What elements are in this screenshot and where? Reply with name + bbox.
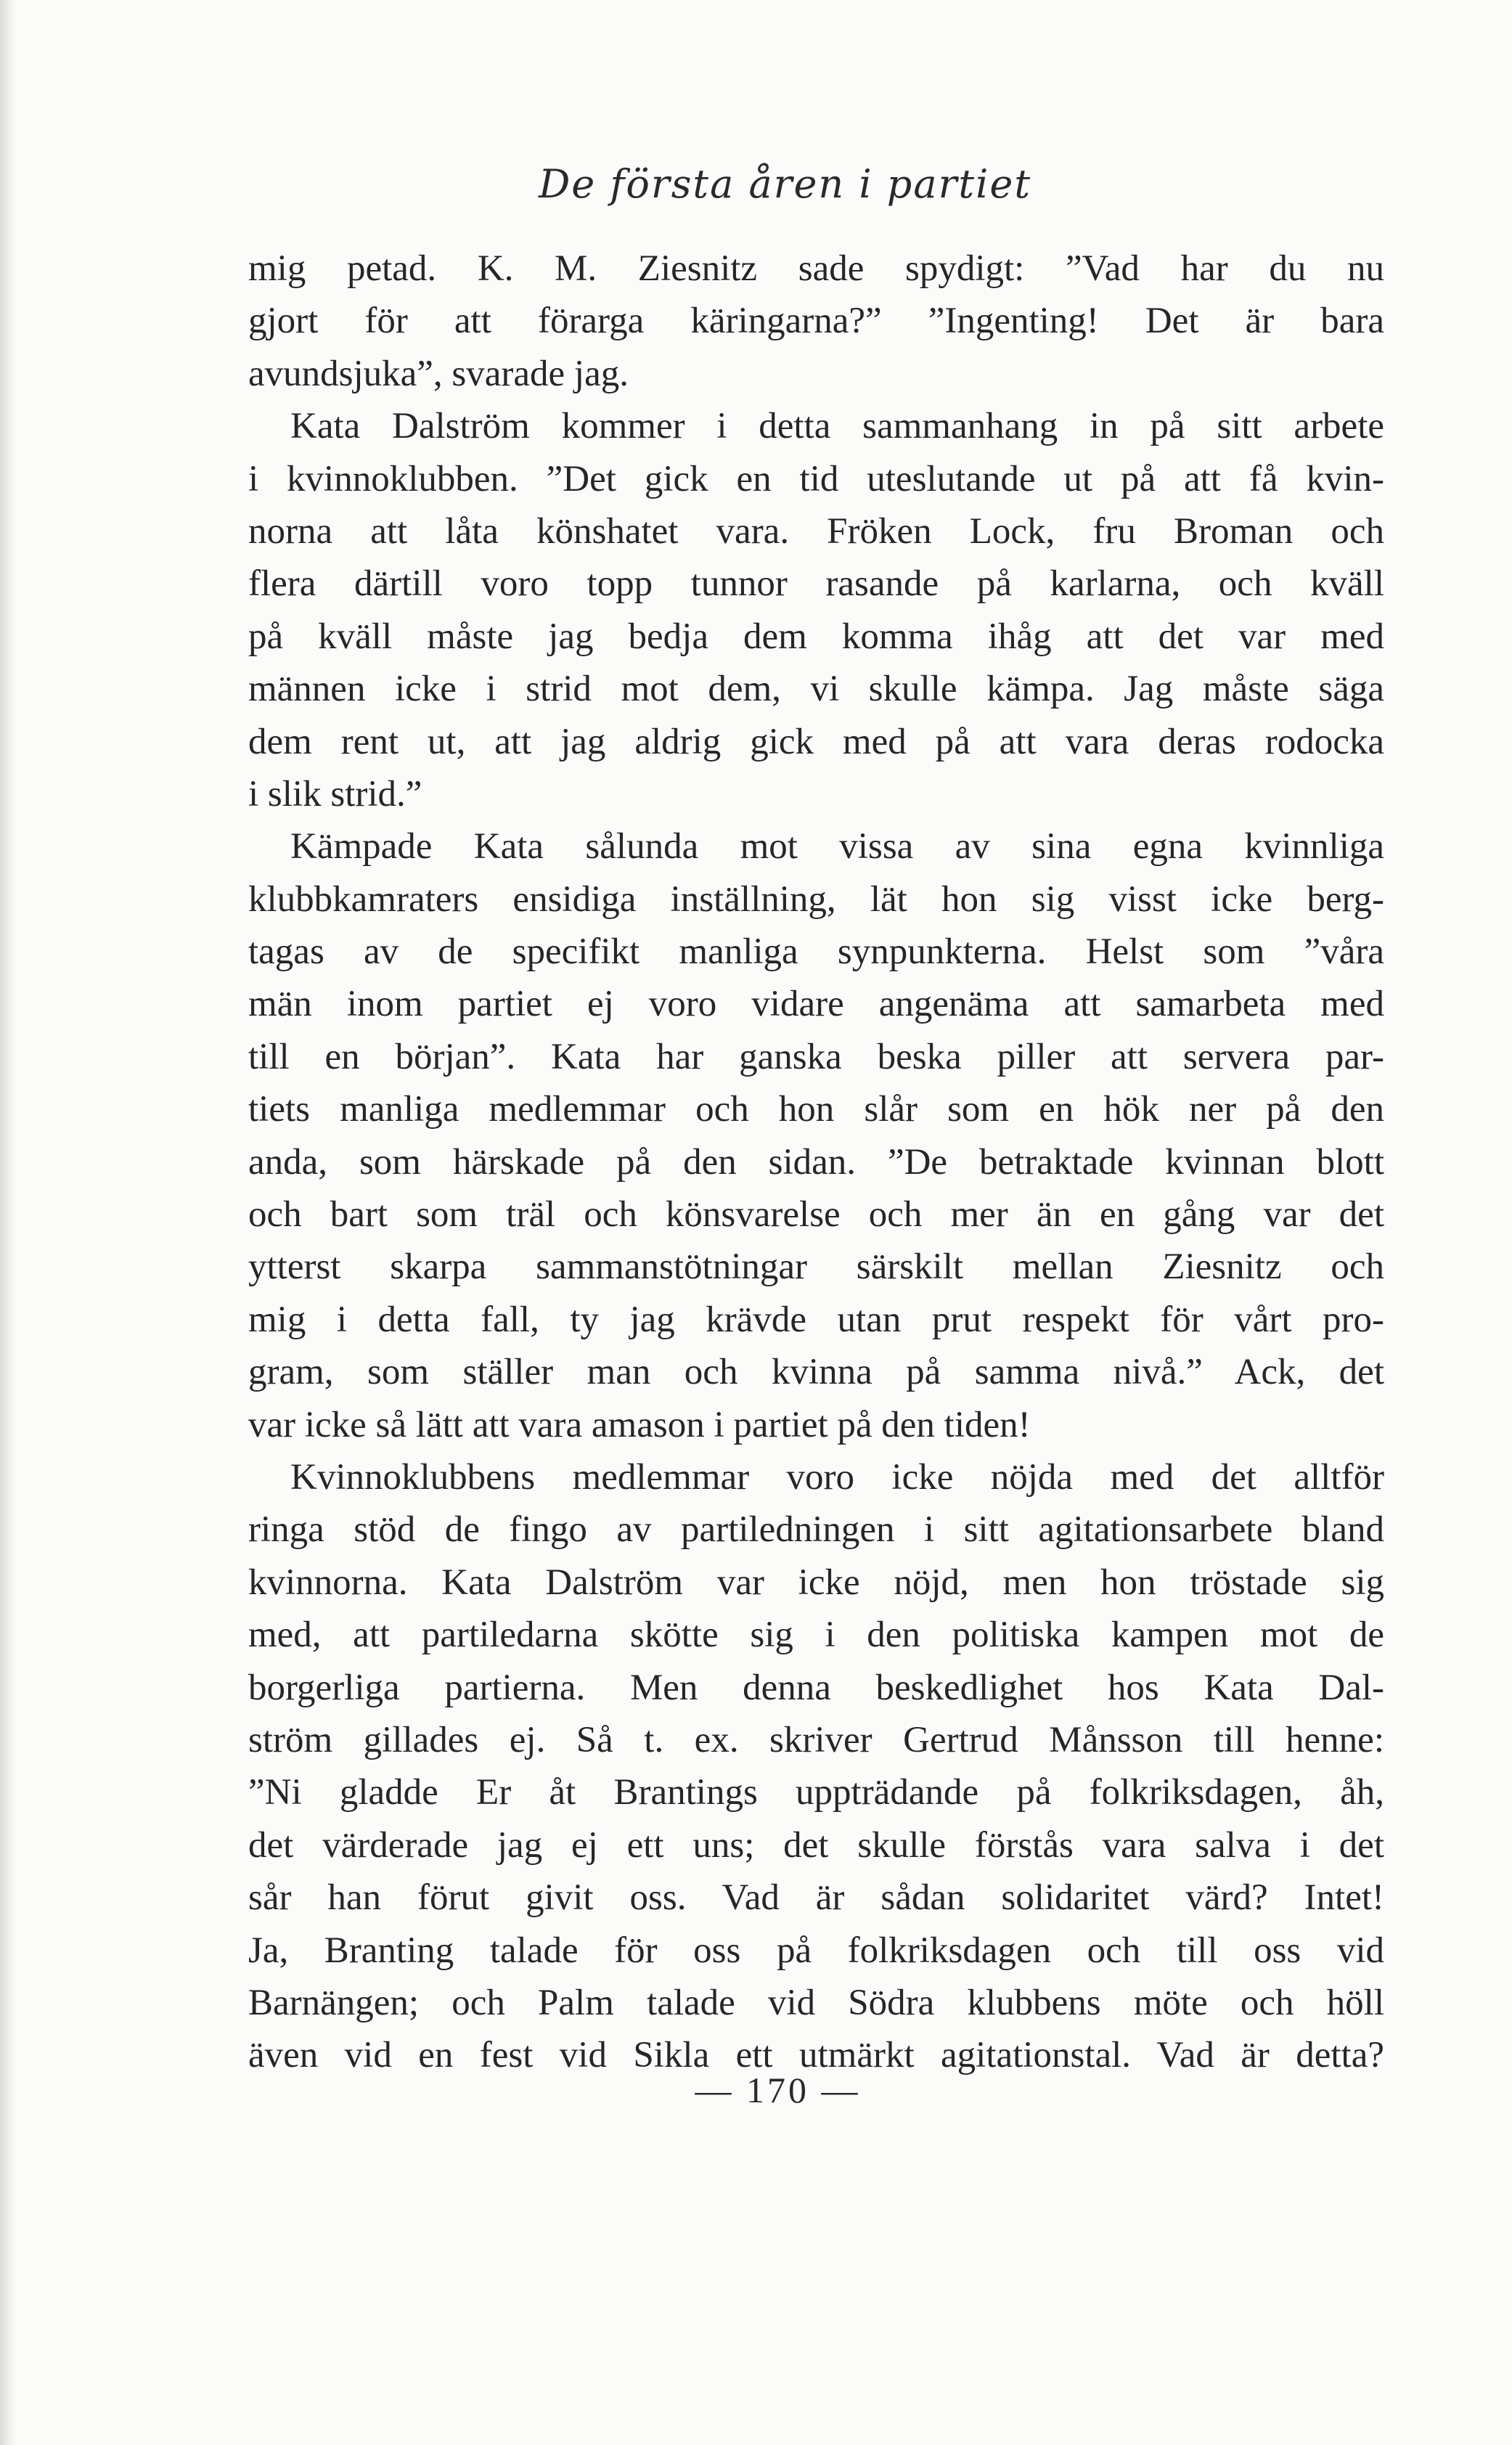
text-line: ”Ni gladde Er åt Brantings uppträdande på folkriksdagen, åh, <box>248 1772 1384 1813</box>
text-line: kvinnorna. Kata Dalström var icke nöjd, men hon tröstade sig <box>248 1562 1384 1603</box>
text-line: ström gillades ej. Så t. ex. skriver Gertrud Månsson till henne: <box>248 1719 1384 1760</box>
text-line: flera därtill voro topp tunnor rasande på karlarna, och kväll <box>248 563 1384 605</box>
text-line: med, att partiledarna skötte sig i den politiska kampen mot de <box>248 1615 1384 1656</box>
text-line: i kvinnoklubben. ”Det gick en tid uteslutande ut på att få kvin- <box>248 458 1384 499</box>
text-line: i slik strid.” <box>248 773 422 815</box>
text-line: norna att låta könshatet vara. Fröken Lock, fru Broman och <box>248 510 1384 552</box>
text-line: tiets manliga medlemmar och hon slår som en hök ner på den <box>248 1089 1384 1130</box>
body-text <box>248 242 1384 2082</box>
text-line: på kväll måste jag bedja dem komma ihåg att det var med <box>248 616 1384 657</box>
text-line: även vid en fest vid Sikla ett utmärkt agitationstal. Vad är detta? <box>248 2035 1384 2076</box>
text-line: anda, som härskade på den sidan. ”De betraktade kvinnan blott <box>248 1141 1384 1183</box>
text-line: mig i detta fall, ty jag krävde utan prut respekt för vårt pro- <box>248 1299 1384 1340</box>
text-line: Barnängen; och Palm talade vid Södra klubbens möte och höll <box>248 1982 1384 2023</box>
running-head: De första åren i partiet <box>538 161 1032 207</box>
text-line: det värderade jag ej ett uns; det skulle förstås vara salva i det <box>248 1824 1384 1866</box>
text-line: och bart som träl och könsvarelse och mer än en gång var det <box>248 1194 1384 1236</box>
text-line: borgerliga partierna. Men denna beskedlighet hos Kata Dal- <box>248 1667 1384 1708</box>
page-number: — 170 — <box>695 2070 861 2110</box>
text-line: ytterst skarpa sammanstötningar särskilt mellan Ziesnitz och <box>248 1246 1384 1288</box>
text-line: var icke så lätt att vara amason i partiet på den tiden! <box>248 1404 1031 1445</box>
text-line: tagas av de specifikt manliga synpunkterna. Helst som ”våra <box>248 931 1384 973</box>
text-line: dem rent ut, att jag aldrig gick med på att vara deras rodocka <box>248 721 1384 762</box>
text-line: män inom partiet ej voro vidare angenäma att samarbeta med <box>248 984 1384 1025</box>
text-line: Kvinnoklubbens medlemmar voro icke nöjda med det alltför <box>290 1456 1384 1498</box>
text-line: sår han förut givit oss. Vad är sådan solidaritet värd? Intet! <box>248 1877 1384 1919</box>
text-line: Kämpade Kata sålunda mot vissa av sina egna kvinnliga <box>290 826 1384 868</box>
text-line: avundsjuka”, svarade jag. <box>248 353 629 394</box>
text-line: Ja, Branting talade för oss på folkriksdagen och till oss vid <box>248 1930 1384 1971</box>
text-line: till en början”. Kata har ganska beska piller att servera par- <box>248 1036 1384 1077</box>
text-line: männen icke i strid mot dem, vi skulle kämpa. Jag måste säga <box>248 669 1384 710</box>
text-line: klubbkamraters ensidiga inställning, lät hon sig visst icke berg- <box>248 878 1384 920</box>
text-line: mig petad. K. M. Ziesnitz sade spydigt: ”Vad har du nu <box>248 248 1384 289</box>
text-line: gram, som ställer man och kvinna på samma nivå.” Ack, det <box>248 1352 1384 1393</box>
text-line: gjort för att förarga käringarna?” ”Ingenting! Det är bara <box>248 301 1384 342</box>
text-line: ringa stöd de fingo av partiledningen i sitt agitationsarbete bland <box>248 1509 1384 1551</box>
text-line: Kata Dalström kommer i detta sammanhang in på sitt arbete <box>290 406 1384 447</box>
